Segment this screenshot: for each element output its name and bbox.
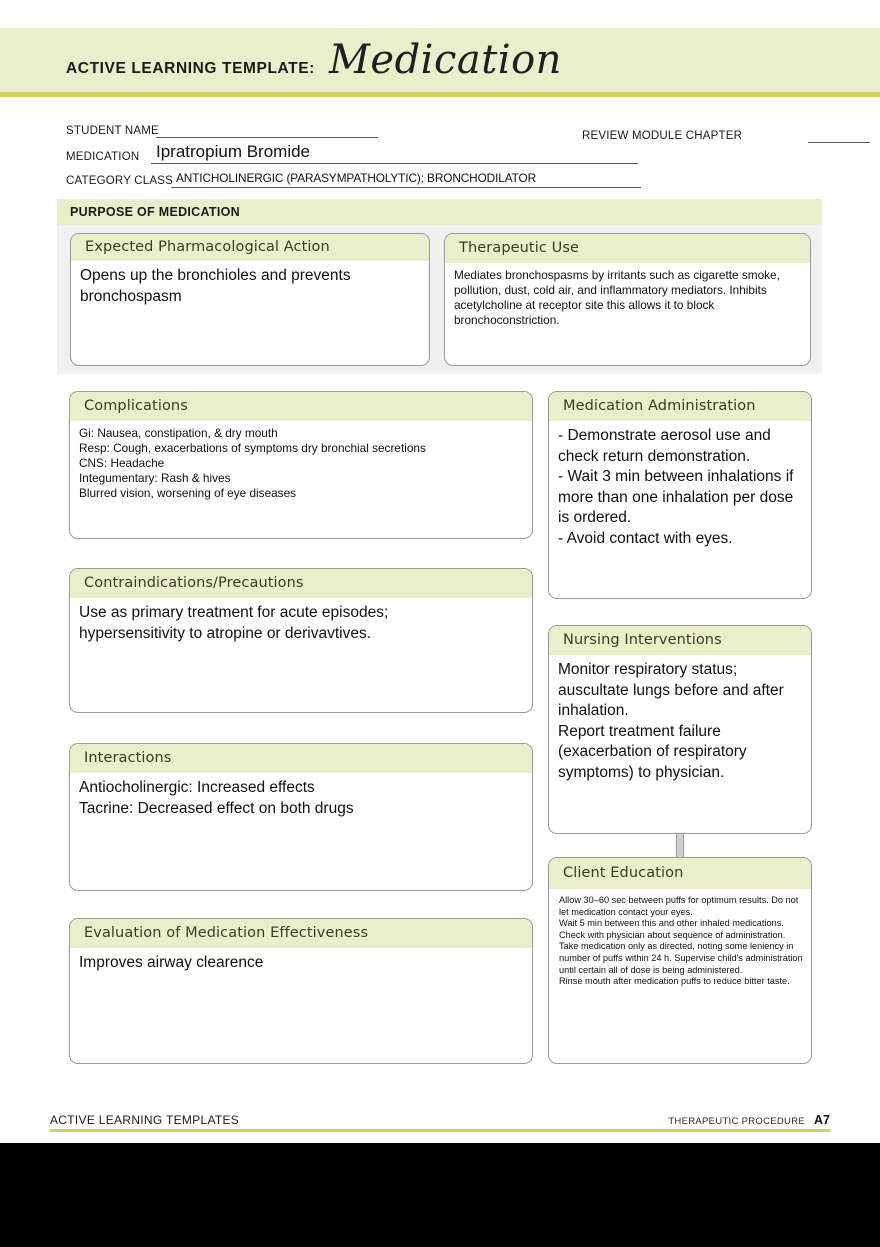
expected-pharmacological-action-card [70, 233, 430, 366]
contraindications-body[interactable] [70, 598, 532, 652]
category-class-input[interactable] [171, 187, 641, 188]
category-class-row [66, 165, 814, 189]
interactions-card [69, 743, 533, 891]
review-module-chapter-label: REVIEW MODULE CHAPTER [582, 130, 743, 142]
complications-card [69, 391, 533, 539]
interactions-header [70, 744, 532, 773]
complications-lines [79, 426, 522, 501]
contraindications-header [70, 569, 532, 598]
expected-pharmacological-action-title: Expected Pharmacological Action [85, 239, 330, 255]
contraindications-lines [79, 603, 522, 644]
evaluation-body[interactable] [70, 948, 532, 982]
contraindications-card [69, 568, 533, 713]
text-line: Improves airway clearence [79, 954, 264, 971]
footer-category: THERAPEUTIC PROCEDURE [668, 1116, 806, 1127]
banner-inner [0, 37, 562, 83]
student-name-label: STUDENT NAME [66, 125, 159, 137]
interactions-title: Interactions [84, 750, 172, 766]
review-module-chapter-input[interactable] [808, 142, 870, 143]
client-education-header [549, 858, 811, 889]
text-line: Report treatment failure (exacerbation of respiratory symptoms) to physician. [558, 722, 747, 781]
therapeutic-use-header [445, 234, 810, 263]
medication-input[interactable] [151, 163, 638, 164]
page-title: Medication [328, 37, 562, 83]
client-education-card [548, 857, 812, 1064]
complications-body[interactable] [70, 421, 532, 509]
purpose-of-medication-section [57, 199, 822, 374]
text-line: - Avoid contact with eyes. [558, 529, 733, 547]
text-line: Allow 30–60 sec between puffs for optimum results. Do not let medication contact your eyes. [559, 895, 799, 917]
text-line: Resp: Cough, exacerbations of symptoms dry bronchial secretions [79, 441, 426, 455]
text-line: Use as primary treatment for acute episodes; [79, 604, 389, 621]
text-line: Tacrine: Decreased effect on both drugs [79, 799, 354, 817]
text-line: - Wait 3 min between inhalations if more than one inhalation per dose is ordered. [558, 468, 794, 526]
category-class-label: CATEGORY CLASS [66, 175, 173, 187]
interactions-body[interactable] [70, 773, 532, 827]
medication-row [66, 139, 814, 165]
page-footer [50, 1108, 830, 1132]
banner-kicker: ACTIVE LEARNING TEMPLATE: [66, 60, 315, 77]
text-line: Take medication only as directed, noting some leniency in number of puffs within 24 h. Supervise child's administration until certain all of dose is being administered. [559, 941, 803, 975]
client-education-lines [559, 895, 803, 988]
nursing-interventions-body[interactable] [549, 655, 811, 791]
complications-header [70, 392, 532, 421]
interactions-lines [79, 778, 522, 819]
text-line: Integumentary: Rash & hives [79, 471, 231, 485]
medication-administration-header [549, 392, 811, 421]
therapeutic-use-text: Mediates bronchospasms by irritants such as cigarette smoke, pollution, dust, cold air, and inflammatory mediators. Inhibits acetylcholine at receptor site this allows it to block bronchoconstriction. [454, 268, 780, 327]
text-line: Check with physician about sequence of administration. [559, 929, 786, 940]
nursing-interventions-lines [558, 660, 801, 783]
client-education-body[interactable] [549, 889, 811, 996]
therapeutic-use-body[interactable] [445, 263, 810, 336]
nursing-interventions-title: Nursing Interventions [563, 632, 722, 648]
identity-fields [66, 118, 814, 189]
nursing-interventions-header [549, 626, 811, 655]
footer-page-number: A7 [814, 1113, 830, 1127]
medication-administration-title: Medication Administration [563, 398, 756, 414]
medication-administration-body[interactable] [549, 421, 811, 557]
category-class-value: ANTICHOLINERGIC (PARASYMPATHOLYTIC); BRONCHODILATOR [176, 171, 536, 185]
medication-label: MEDICATION [66, 151, 140, 163]
text-line: Wait 5 min between this and other inhaled medications. [559, 918, 784, 929]
text-line: Gi: Nausea, constipation, & dry mouth [79, 426, 278, 440]
bottom-black-band [0, 1143, 880, 1247]
page-banner [0, 28, 880, 92]
expected-pharmacological-action-text: Opens up the bronchioles and prevents bronchospasm [80, 267, 351, 305]
text-line: Blurred vision, worsening of eye diseases [79, 486, 297, 500]
complications-title: Complications [84, 398, 188, 414]
evaluation-header [70, 919, 532, 948]
evaluation-lines [79, 953, 522, 974]
footer-accent-rule [50, 1129, 830, 1132]
purpose-cards [57, 225, 822, 366]
client-education-title: Client Education [563, 865, 684, 881]
student-name-input[interactable] [156, 137, 378, 138]
evaluation-card [69, 918, 533, 1064]
nursing-to-client-connector [676, 832, 684, 859]
text-line: Antiocholinergic: Increased effects [79, 779, 315, 796]
text-line: Rinse mouth after medication puffs to reduce bitter taste. [559, 976, 790, 987]
text-line: - Demonstrate aerosol use and check return demonstration. [558, 427, 771, 465]
footer-right [668, 1113, 830, 1127]
contraindications-title: Contraindications/Precautions [84, 575, 304, 591]
medication-value: Ipratropium Bromide [156, 142, 311, 161]
expected-pharmacological-action-body[interactable] [71, 261, 429, 315]
therapeutic-use-card [444, 233, 811, 366]
text-line: hypersensitivity to atropine or derivavtives. [79, 624, 372, 642]
banner-accent-rule [0, 92, 880, 97]
expected-pharmacological-action-header [71, 234, 429, 261]
evaluation-title: Evaluation of Medication Effectiveness [84, 925, 369, 941]
nursing-interventions-card [548, 625, 812, 834]
purpose-section-header [57, 199, 822, 225]
text-line: CNS: Headache [79, 456, 165, 470]
therapeutic-use-title: Therapeutic Use [459, 240, 580, 256]
medication-administration-lines [558, 426, 801, 549]
text-line: Monitor respiratory status; auscultate lungs before and after inhalation. [558, 661, 784, 719]
footer-brand: ACTIVE LEARNING TEMPLATES [50, 1113, 240, 1127]
purpose-section-title: PURPOSE OF MEDICATION [70, 205, 240, 219]
medication-administration-card [548, 391, 812, 599]
